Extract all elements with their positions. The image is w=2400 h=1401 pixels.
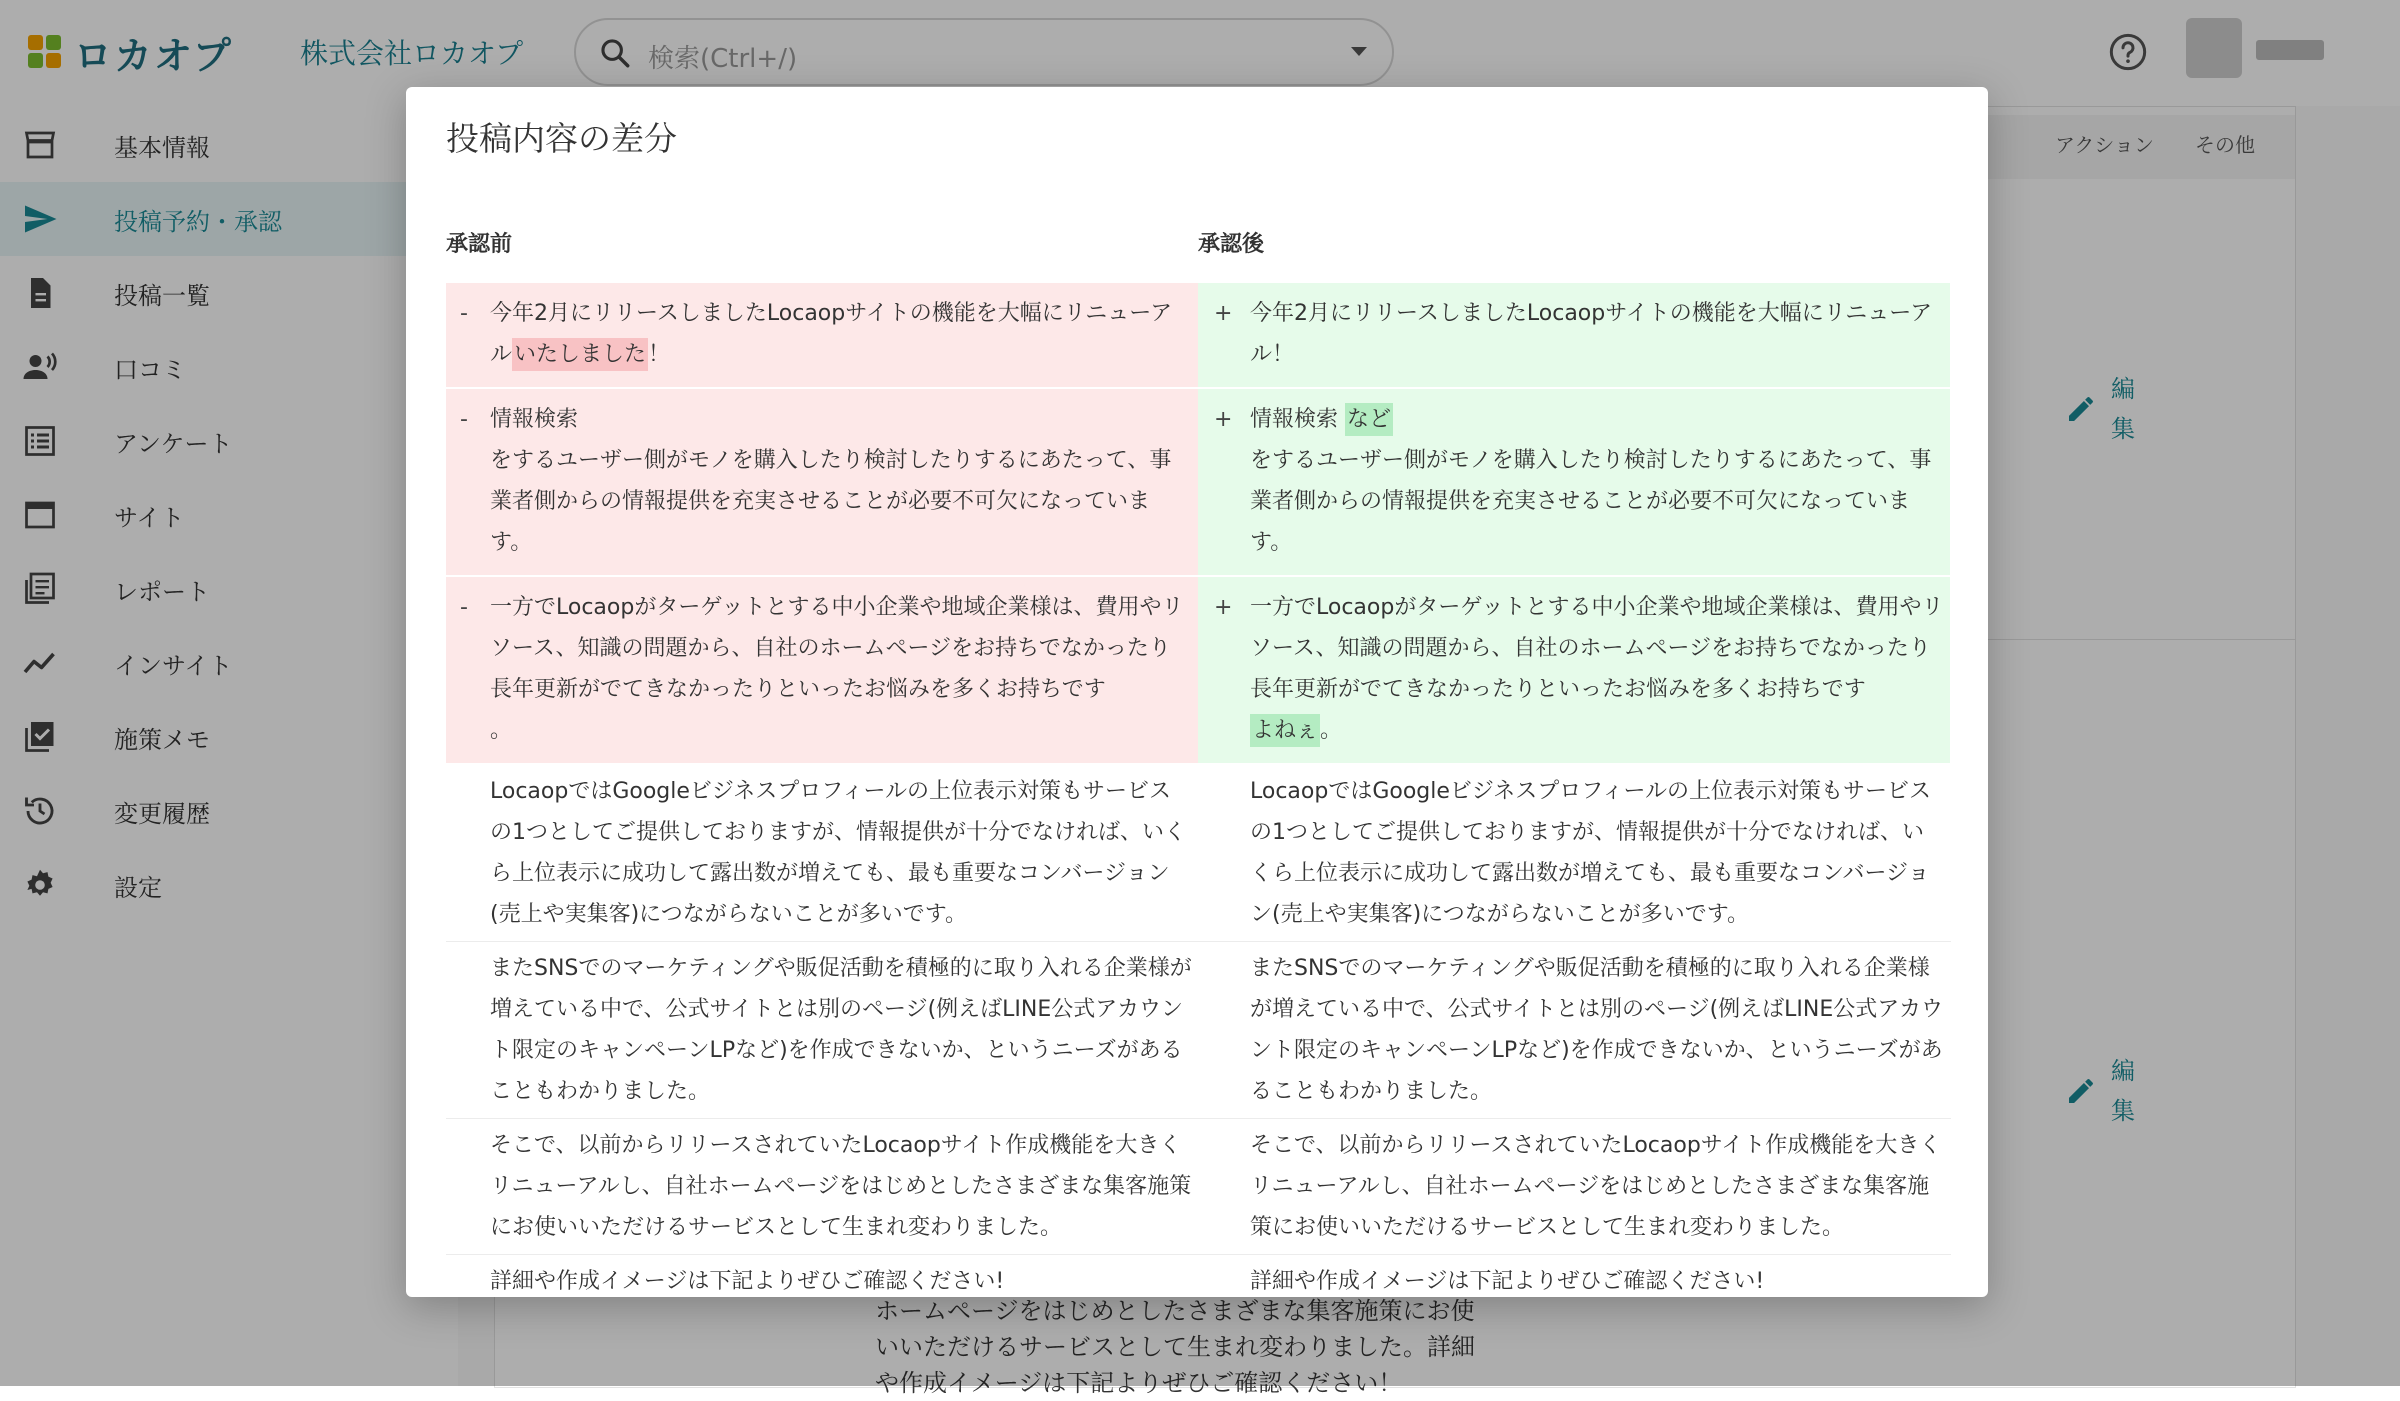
after-cell — [1198, 283, 1950, 387]
after-cell — [1198, 577, 1950, 763]
sidebar-item-label: 口コミ — [114, 355, 186, 384]
sidebar-item-label: 設定 — [114, 873, 162, 902]
minus-sign: - — [460, 595, 468, 620]
before-cell — [446, 389, 1198, 575]
before-cell — [446, 283, 1198, 387]
deleted-text: いたしました — [512, 338, 648, 371]
before-cell — [446, 1255, 1198, 1297]
search-placeholder: 検索(Ctrl+/) — [648, 44, 798, 74]
after-cell — [1198, 765, 1950, 941]
plus-sign: + — [1214, 301, 1233, 326]
diff-text: そこで、以前からリリースされていたLocaopサイト作成機能を大きくリニューアルし、自社ホームページをはじめとしたさまざまな集客施策にお使いいただけるサービスとして生まれ変わりました。 — [490, 1133, 1192, 1240]
diff-row — [446, 389, 1951, 577]
before-cell — [446, 942, 1198, 1118]
post-body-text: ホームページをはじめとしたさまざまな集客施策にお使いいただけるサービスとして生まれ変わりました。詳細や作成イメージは下記よりぜひご確認ください！ — [875, 1297, 1475, 1397]
minus-sign: - — [460, 301, 468, 326]
diff-text: 一方でLocaopがターゲットとする中小企業や地域企業様は、費用やリソース、知識の問題から、自社のホームページをお持ちでなかったり長年更新がでてきなかったりといったお悩みを多くお持ちです よねぇ。 — [1250, 587, 1944, 751]
diff-text: またSNSでのマーケティングや販促活動を積極的に取り入れる企業様が増えている中で、公式サイトとは別のページ(例えばLINE公式アカウント限定のキャンペーンLPなど)を作成できないか、というニーズがあることもわかりました。 — [490, 956, 1192, 1104]
minus-sign: - — [460, 407, 468, 432]
diff-row — [446, 1119, 1951, 1255]
plus-sign: + — [1214, 595, 1233, 620]
diff-table — [446, 283, 1951, 1297]
diff-row — [446, 283, 1951, 389]
plus-sign: + — [1214, 407, 1233, 432]
diff-text: 詳細や作成イメージは下記よりぜひご確認ください! — [1250, 1269, 1765, 1294]
before-cell — [446, 1119, 1198, 1254]
after-cell — [1198, 942, 1950, 1118]
diff-text: LocaopではGoogleビジネスプロフィールの上位表示対策もサービスの1つとしてご提供しておりますが、情報提供が十分でなければ、いくら上位表示に成功して露出数が増えても、最も重要なコンバージョン(売上や実集客)につながらないことが多いです。 — [1250, 779, 1932, 927]
diff-dialog — [406, 87, 1988, 1297]
sidebar-item-label: インサイト — [114, 651, 233, 680]
sidebar-item-label: サイト — [114, 503, 185, 532]
column-header-other: その他 — [2195, 133, 2255, 157]
sidebar-item-label: アンケート — [114, 429, 233, 458]
inserted-text: よねぇ — [1250, 714, 1320, 747]
before-column-header: 承認前 — [446, 232, 513, 257]
sidebar-item-label: 投稿一覧 — [114, 281, 210, 310]
column-header-action: アクション — [2055, 133, 2154, 157]
sidebar-item-label: 投稿予約・承認 — [114, 207, 282, 236]
diff-text: またSNSでのマーケティングや販促活動を積極的に取り入れる企業様が増えている中で、公式サイトとは別のページ(例えばLINE公式アカウント限定のキャンペーンLPなど)を作成できないか、というニーズがあることもわかりました。 — [1250, 956, 1944, 1104]
edit-label: 編集 — [2111, 375, 2135, 443]
after-cell — [1198, 1119, 1950, 1254]
edit-label: 編集 — [2111, 1057, 2135, 1125]
diff-row — [446, 765, 1951, 942]
before-cell — [446, 765, 1198, 941]
diff-text: 詳細や作成イメージは下記よりぜひご確認ください! — [490, 1269, 1005, 1294]
sidebar-item-label: 基本情報 — [114, 133, 210, 162]
sidebar-item-label: 変更履歴 — [114, 799, 210, 828]
sidebar-item-label: レポート — [114, 577, 210, 606]
diff-row — [446, 1255, 1951, 1297]
diff-text: そこで、以前からリリースされていたLocaopサイト作成機能を大きくリニューアルし、自社ホームページをはじめとしたさまざまな集客施策にお使いいただけるサービスとして生まれ変わりました。 — [1250, 1133, 1942, 1240]
after-cell — [1198, 389, 1950, 575]
sidebar-item-label: 施策メモ — [114, 725, 210, 754]
diff-row — [446, 577, 1951, 765]
diff-text: 情報検索 など をするユーザー側がモノを購入したり検討したりするにあたって、事業者側からの情報提供を充実させることが必要不可欠になっています。 — [1250, 399, 1944, 563]
after-cell — [1198, 1255, 1950, 1297]
diff-text: LocaopではGoogleビジネスプロフィールの上位表示対策もサービスの1つとしてご提供しておりますが、情報提供が十分でなければ、いくら上位表示に成功して露出数が増えても、最も重要なコンバージョン(売上や実集客)につながらないことが多いです。 — [490, 779, 1186, 927]
after-column-header: 承認後 — [1198, 232, 1265, 257]
inserted-text: など — [1345, 403, 1393, 436]
diff-text: 一方でLocaopがターゲットとする中小企業や地域企業様は、費用やリソース、知識の問題から、自社のホームページをお持ちでなかったり長年更新がでてきなかったりといったお悩みを多くお持ちです 。 — [490, 595, 1184, 743]
diff-text: 今年2月にリリースしましたLocaopサイトの機能を大幅にリニューアルいたしました！ — [490, 293, 1192, 375]
company-name[interactable]: 株式会社ロカオプ — [300, 37, 524, 70]
diff-row — [446, 942, 1951, 1119]
diff-text: 今年2月にリリースしましたLocaopサイトの機能を大幅にリニューアル！ — [1250, 301, 1933, 367]
before-cell — [446, 577, 1198, 763]
logo-text: ロカオプ — [74, 33, 233, 78]
diff-text: 情報検索 をするユーザー側がモノを購入したり検討したりするにあたって、事業者側からの情報提供を充実させることが必要不可欠になっています。 — [490, 407, 1172, 555]
dialog-title: 投稿内容の差分 — [446, 119, 677, 158]
